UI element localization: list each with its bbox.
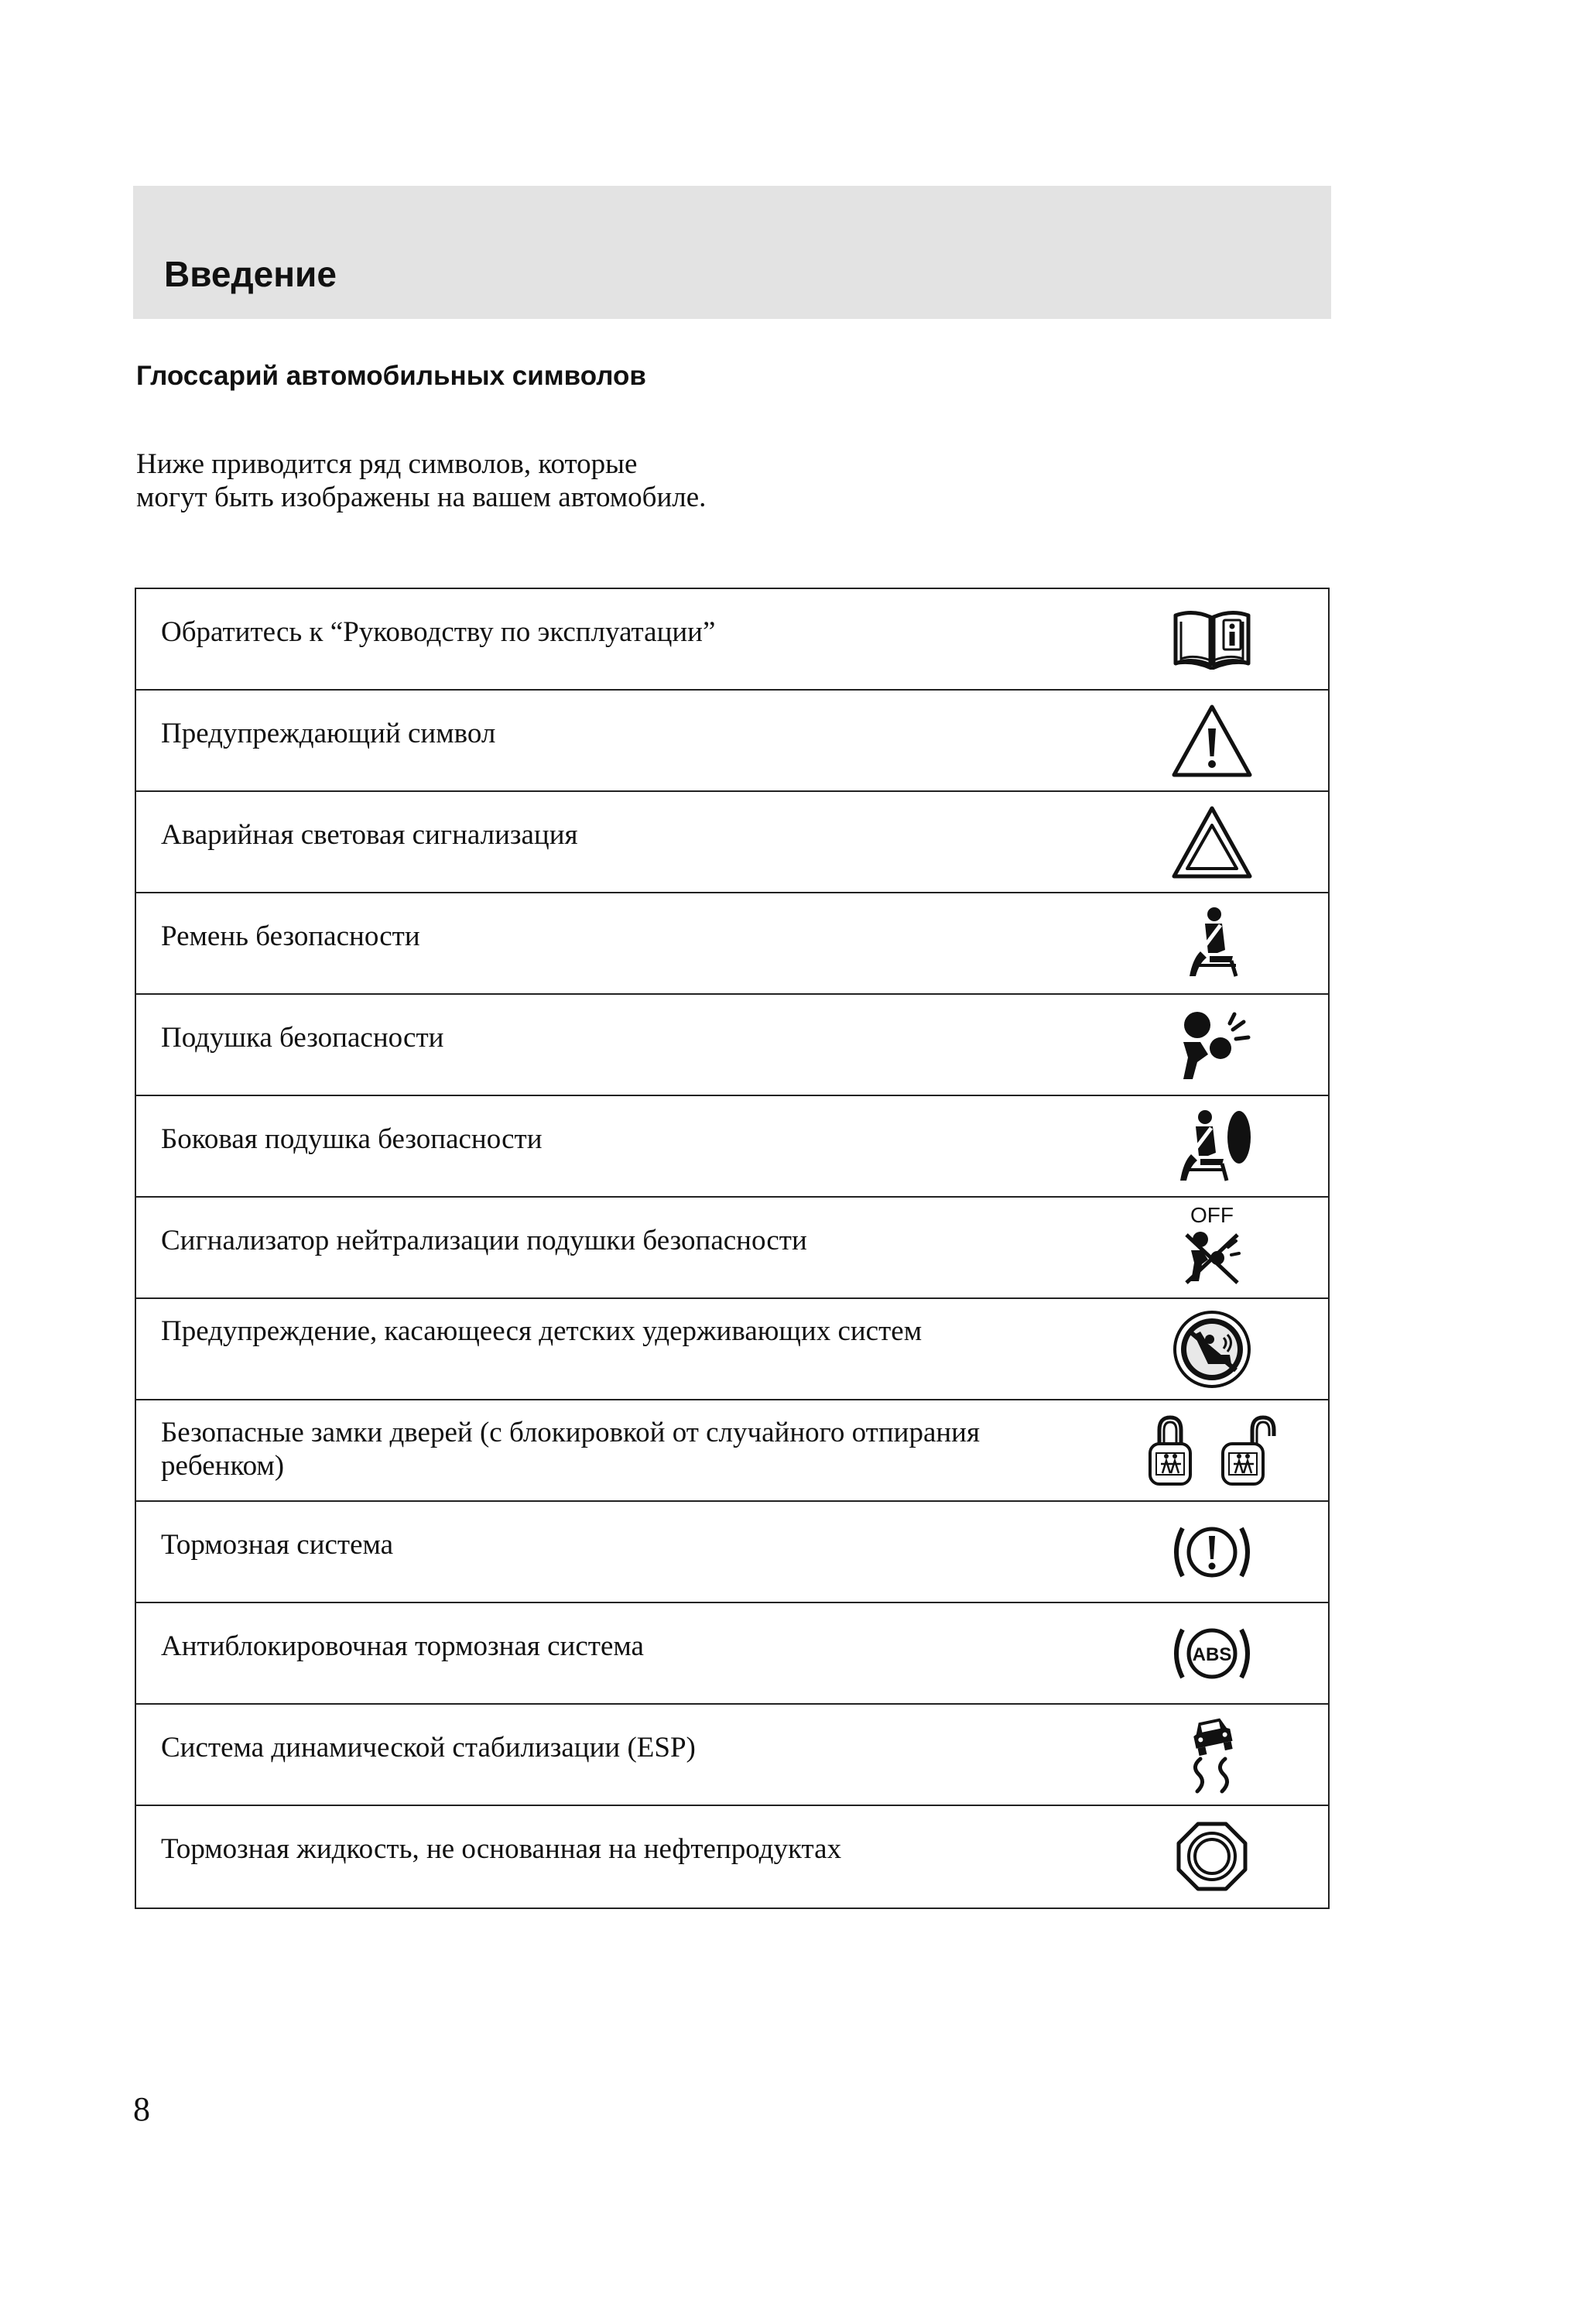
row-label: Антиблокировочная тормозная система — [161, 1630, 644, 1662]
warning-triangle-icon — [1142, 700, 1282, 782]
intro-text: Ниже приводится ряд символов, которые могут быть изображены на вашем автомобиле. — [136, 448, 707, 513]
glossary-row — [136, 1502, 1328, 1603]
hazard-lights-icon — [1142, 801, 1282, 883]
glossary-row — [136, 995, 1328, 1096]
airbag-icon — [1142, 1004, 1282, 1086]
page-number: 8 — [133, 2090, 150, 2128]
row-label: Тормозная система — [161, 1529, 394, 1561]
glossary-row — [136, 1705, 1328, 1806]
seatbelt-icon — [1142, 903, 1282, 985]
row-label: Предупреждающий символ — [161, 718, 496, 749]
esp-icon — [1142, 1714, 1282, 1796]
owner-manual-icon — [1142, 598, 1282, 680]
glossary-row — [136, 1806, 1328, 1908]
glossary-row — [136, 1299, 1328, 1400]
abs-text: ABS — [1192, 1644, 1232, 1665]
row-label: Аварийная световая сигнализация — [161, 819, 578, 851]
side-airbag-icon — [1142, 1105, 1282, 1188]
row-label: Безопасные замки дверей (с блокировкой от случайного отпирания ребенком) — [161, 1417, 980, 1482]
unlocked-padlock-icon — [1223, 1417, 1274, 1484]
row-label: Боковая подушка безопасности — [161, 1123, 543, 1155]
glossary-row — [136, 1198, 1328, 1299]
glossary-row — [136, 1603, 1328, 1705]
glossary-row — [136, 1400, 1328, 1502]
row-label: Тормозная жидкость, не основанная на нефтепродуктах — [161, 1833, 842, 1865]
header-band — [133, 186, 1331, 319]
glossary-row — [136, 792, 1328, 893]
glossary-row — [136, 1096, 1328, 1198]
brake-fluid-icon — [1142, 1815, 1282, 1897]
abs-icon — [1142, 1613, 1282, 1695]
row-label: Система динамической стабилизации (ESP) — [161, 1732, 696, 1764]
child-seat-warning-icon — [1142, 1308, 1282, 1390]
airbag-off-icon — [1142, 1207, 1282, 1289]
child-lock-icon — [1142, 1410, 1282, 1492]
section-heading: Глоссарий автомобильных символов — [136, 361, 646, 391]
glossary-row — [136, 691, 1328, 792]
brake-system-icon — [1142, 1511, 1282, 1593]
row-label: Подушка безопасности — [161, 1022, 444, 1054]
airbag-off-text: OFF — [1190, 1205, 1234, 1227]
row-label: Обратитесь к “Руководству по эксплуатации” — [161, 616, 716, 648]
row-label: Ремень безопасности — [161, 920, 420, 952]
row-label: Сигнализатор нейтрализации подушки безопасности — [161, 1225, 807, 1256]
row-label: Предупреждение, касающееся детских удерживающих систем — [161, 1315, 923, 1347]
symbol-glossary-table — [135, 588, 1330, 1909]
glossary-row — [136, 893, 1328, 995]
page-title: Введение — [164, 254, 337, 294]
locked-padlock-icon — [1150, 1417, 1190, 1484]
glossary-row — [136, 589, 1328, 691]
